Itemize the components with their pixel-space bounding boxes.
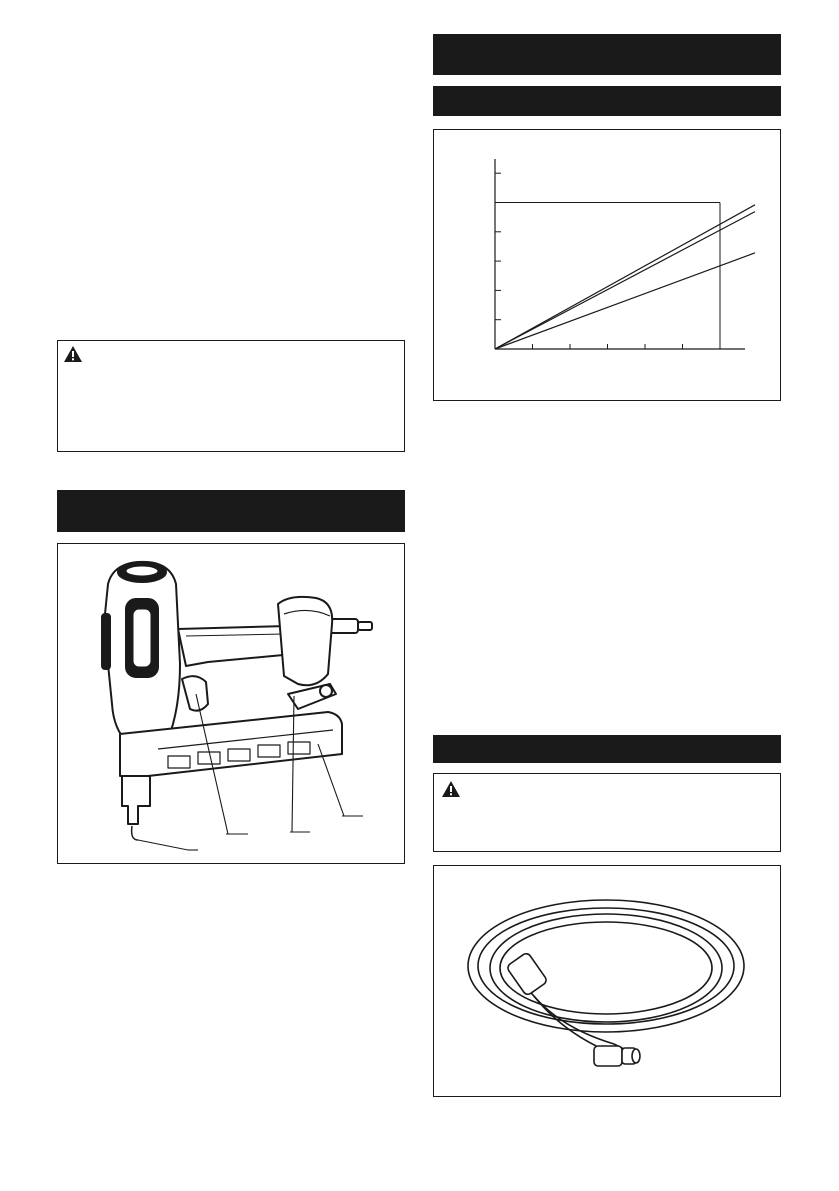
air-hose-coil-illustration — [434, 866, 780, 1096]
series-line-2 — [495, 212, 755, 349]
figure-hose-box — [433, 865, 781, 1097]
figure-nailer-box — [57, 543, 405, 864]
section-header-bar-hose — [433, 735, 781, 763]
section-header-bar — [57, 490, 405, 532]
warning-triangle-icon — [442, 781, 460, 797]
warning-box-right — [433, 773, 781, 852]
warning-box — [57, 340, 405, 452]
section-header-bar-tall — [433, 34, 781, 75]
line-chart — [434, 130, 780, 400]
series-line-3 — [495, 253, 755, 349]
warning-triangle-icon — [64, 346, 82, 362]
chart-box — [433, 129, 781, 401]
pneumatic-nailer-illustration — [58, 544, 404, 863]
subsection-header-bar — [433, 86, 781, 116]
series-line-1 — [495, 205, 755, 349]
